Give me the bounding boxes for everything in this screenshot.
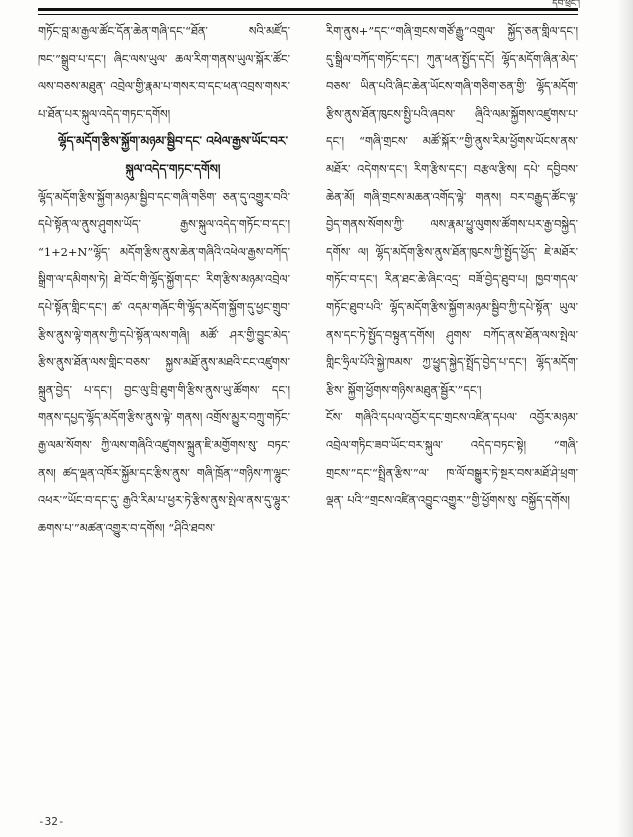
left-paragraph-2: ལྷོད་མདོག་རྩིས་སྐྱོག་མཉམ་སྦྱིབ་དང་གཞི་གཅིག་ ཅན་དུ་འགྱུར་བའི་དཔེ་སྟོན་ལ་ནུས་ཤུགས་ཡོད་ རྒྱས་སྐུལ་འདེད་གཏོང་བ་དང་། “1+2+N”ལྷོད་ མདོག་རྩིས་ནུས་ཆེན་གཞིའི་འཕེལ་རྒྱས་བཀོད་ སྒྲིག་ལ་དམིགས་ཏེ། ཐེ་བོང་གི་ལྷོད་སྐྱོག་དང་ རིག་རྩིས་མཉམ་འབྲེལ་དཔེ་སྟོན་གླིང་དང་། ཚ་ འདམ་གཞོང་གི་ལྷོད་མདོག་སྐྱོག་དུ་ཕྱང་གྲུབ་ རྩིས་ནུས་ལྟེ་གནས་ཀྱི་དཔེ་སྟོན་ལས་གཞི། མཚོ་ ཤར་གྱི་བྱུང་མེད་རྩིས་ནུས་ཐོན་ལས་གླིང་བཅས་ སྐྱས་མཐོ་ནུས་མཐའི་ངང་འཛུགས་སྐྲུན་བྱེད་ པ་དང་། བྱང་ལུ་བྲི་ཐུག་གི་རྩིས་ནུས་ཡུ་ཚོགས་ དང་། གནས་དཔྱད་ལྷོད་མདོག་རྩིས་ནུས་ལྟེ་ གནས། འགྲོས་མྱུར་བཀྲུ་གཏོང་རྒྱ་ལམ་སོགས་ ཀྱི་ལས་གཞིའི་འཛུགས་སྐྲུན་ཇི་མགྱོགས་སུ་ བཏང་ནས། ཚད་ལྡན་འཁོར་སྐྱོམ་དང་རྩིས་ནུས་ གཞི་ཁྲོན་“གཉིས་ཀ་ལྷུང་འཕར་”ཡོང་བ་དང་དུ་ རྒྱའི་རིམ་པ་ཕྱར་ཏེ་རྩིས་ནུས་སྤེལ་ནས་དུ་ལྷུར་ ཆགས་པ་”མཚན་འགྱུར་བ་དགོས། “ཤིའི་ཐབས་ bbox=[38, 189, 290, 535]
header-rule-thin bbox=[38, 14, 578, 15]
right-paragraph-1: རིག་ནུས+”དང་“གཞི་གྲངས་གཙོ་རྒྱུ”འགྲུལ་ སྐྱོད་ཅན་གླིལ་དང་། དུ་སྒྲིལ་བཀོད་གཏོང་དང་། ཀུན་ཕན་སྤྱོད་དངོ། ལྷོད་མདོག་ཞིན་མེད་བཅས་ ཡིན་པའི་ཞིང་ཆེན་ཡོངས་གཞི་གཅིག་ཅན་གྱི་ ལྷོད་མདོག་རྩིས་ནུས་ཐོན་ཁུངས་སྤྱི་པའི་ཞབས་ ཞྲིའི་ལམ་སྐྱོགས་འཛུགས་པ་དང་། “གཞི་གྲངས་ མཚོ་སྐོར་”གྱི་ནུས་རིམ་ཕྱོགས་ཡོངས་ནས་མཐོར་ འདེགས་དང་། རིག་རྩིས་དང་། བརྩལ་རྩིས། དཔེ་ དབྱིབས་ཆེན་མོ། གཞི་གྲངས་མཆན་འགོད་ལྟེ་ གནས། བར་བརྒྱུད་ཚོང་ལྟ་བྱེད་གནས་སོགས་ཀྱི་ ལས་རྣམ་ཕྱུ་ལུགས་ཚོགས་པར་རྒྱ་བསྐྱེད་དགོས་ ལ། ལྷོད་མདོག་རྩིས་ནུས་ཐོན་ཁུངས་ཀྱི་སྤྱོད་ཕྱོད་ ཇེ་མཐོར་གཏོང་བ་དང་། རིན་ཐང་ཆེ་ཞིང་འདྲ་ བཟོ་བྱེད་ཐུབ་པ། ཁྱབ་གདལ་གཏོང་ཐུབ་པའི་ ལྷོད་མདོག་རྩིས་སྐྱོག་མཉམ་སྦྱིབ་ཀྱི་དཔེ་སྟོན་ ཡུལ་ནས་དང་ཏེ་སྤྱོད་བསྟུན་དགོས། ཤུགས་ བཀོད་ནས་ཐོན་ལས་སྤེལ་གླིང་ཧྲིལ་པོའི་སྐྱེ་ཁམས་ ཀྱ་ཕྱུད་སྐྱེད་སྤྲོད་བྱེད་པ་དང་། ལྷོད་མདོག་རྩིས་ སྐྱོག་ཕྱོགས་གཉིས་མཐུན་སྦྱོར་”དང་། bbox=[326, 24, 578, 397]
section-heading: ལྷོད་མདོག་རྩིས་སྐྱོག་མཉམ་སྦྱིབ་དང་ འཕེལ་རྒྱས་ཡོང་བར་སྐུལ་འདེད་གཏང་དགོས། bbox=[57, 134, 289, 176]
running-header: དེབ་ཕྲེང་། bbox=[552, 0, 580, 8]
page-edge-shadow bbox=[617, 0, 633, 837]
left-column bbox=[38, 18, 290, 542]
left-paragraph-1: གཏོང་བླ་མ་རྒྱལ་ཚོང་དོན་ཆེན་གཞི་དང་“ཐོན་ སའི་མཛོད་ཁང་”སྒྲུབ་པ་དང་། ཞིང་ལས་ཡུལ་ ཆལ་རིག་གནས་ཡུལ་སྐོར་ཚོང་ལས་བཅས་མཐུན་ འབྲེལ་གྱི་རྣམ་པ་གསར་བ་དང་ཕན་འབྲས་གསར་ པ་ཐོན་པར་སྐུལ་འདེད་གཏང་དགོས། bbox=[38, 24, 290, 121]
page-number: -32- bbox=[38, 815, 65, 828]
header-rule-thick bbox=[38, 8, 578, 11]
right-column bbox=[326, 18, 578, 515]
right-paragraph-2: ངོས་ གཞིའི་དཔལ་འབྱོར་དང་གྲངས་འཛིན་དཔལ་ འབྱོར་མཉམ་འབྲེལ་གཏིང་ཟབ་ཡོང་བར་སྐུལ་ འདེད་བཏང་སྟེ། “གཞི་གྲངས་”དང་“སྤྲིན་རྩིས་”ལ་ ཁ་ལོ་བསྒྱུར་ཏེ་སྔར་བས་མཐོ་ཤེ་ཕྲག་ལྡན་ པའི་“གྲངས་འཛིན་འབྱུང་འགྱུར་”གྱི་ཕྱོགས་སུ་ བསྐྱོད་དགོས། bbox=[326, 410, 578, 508]
